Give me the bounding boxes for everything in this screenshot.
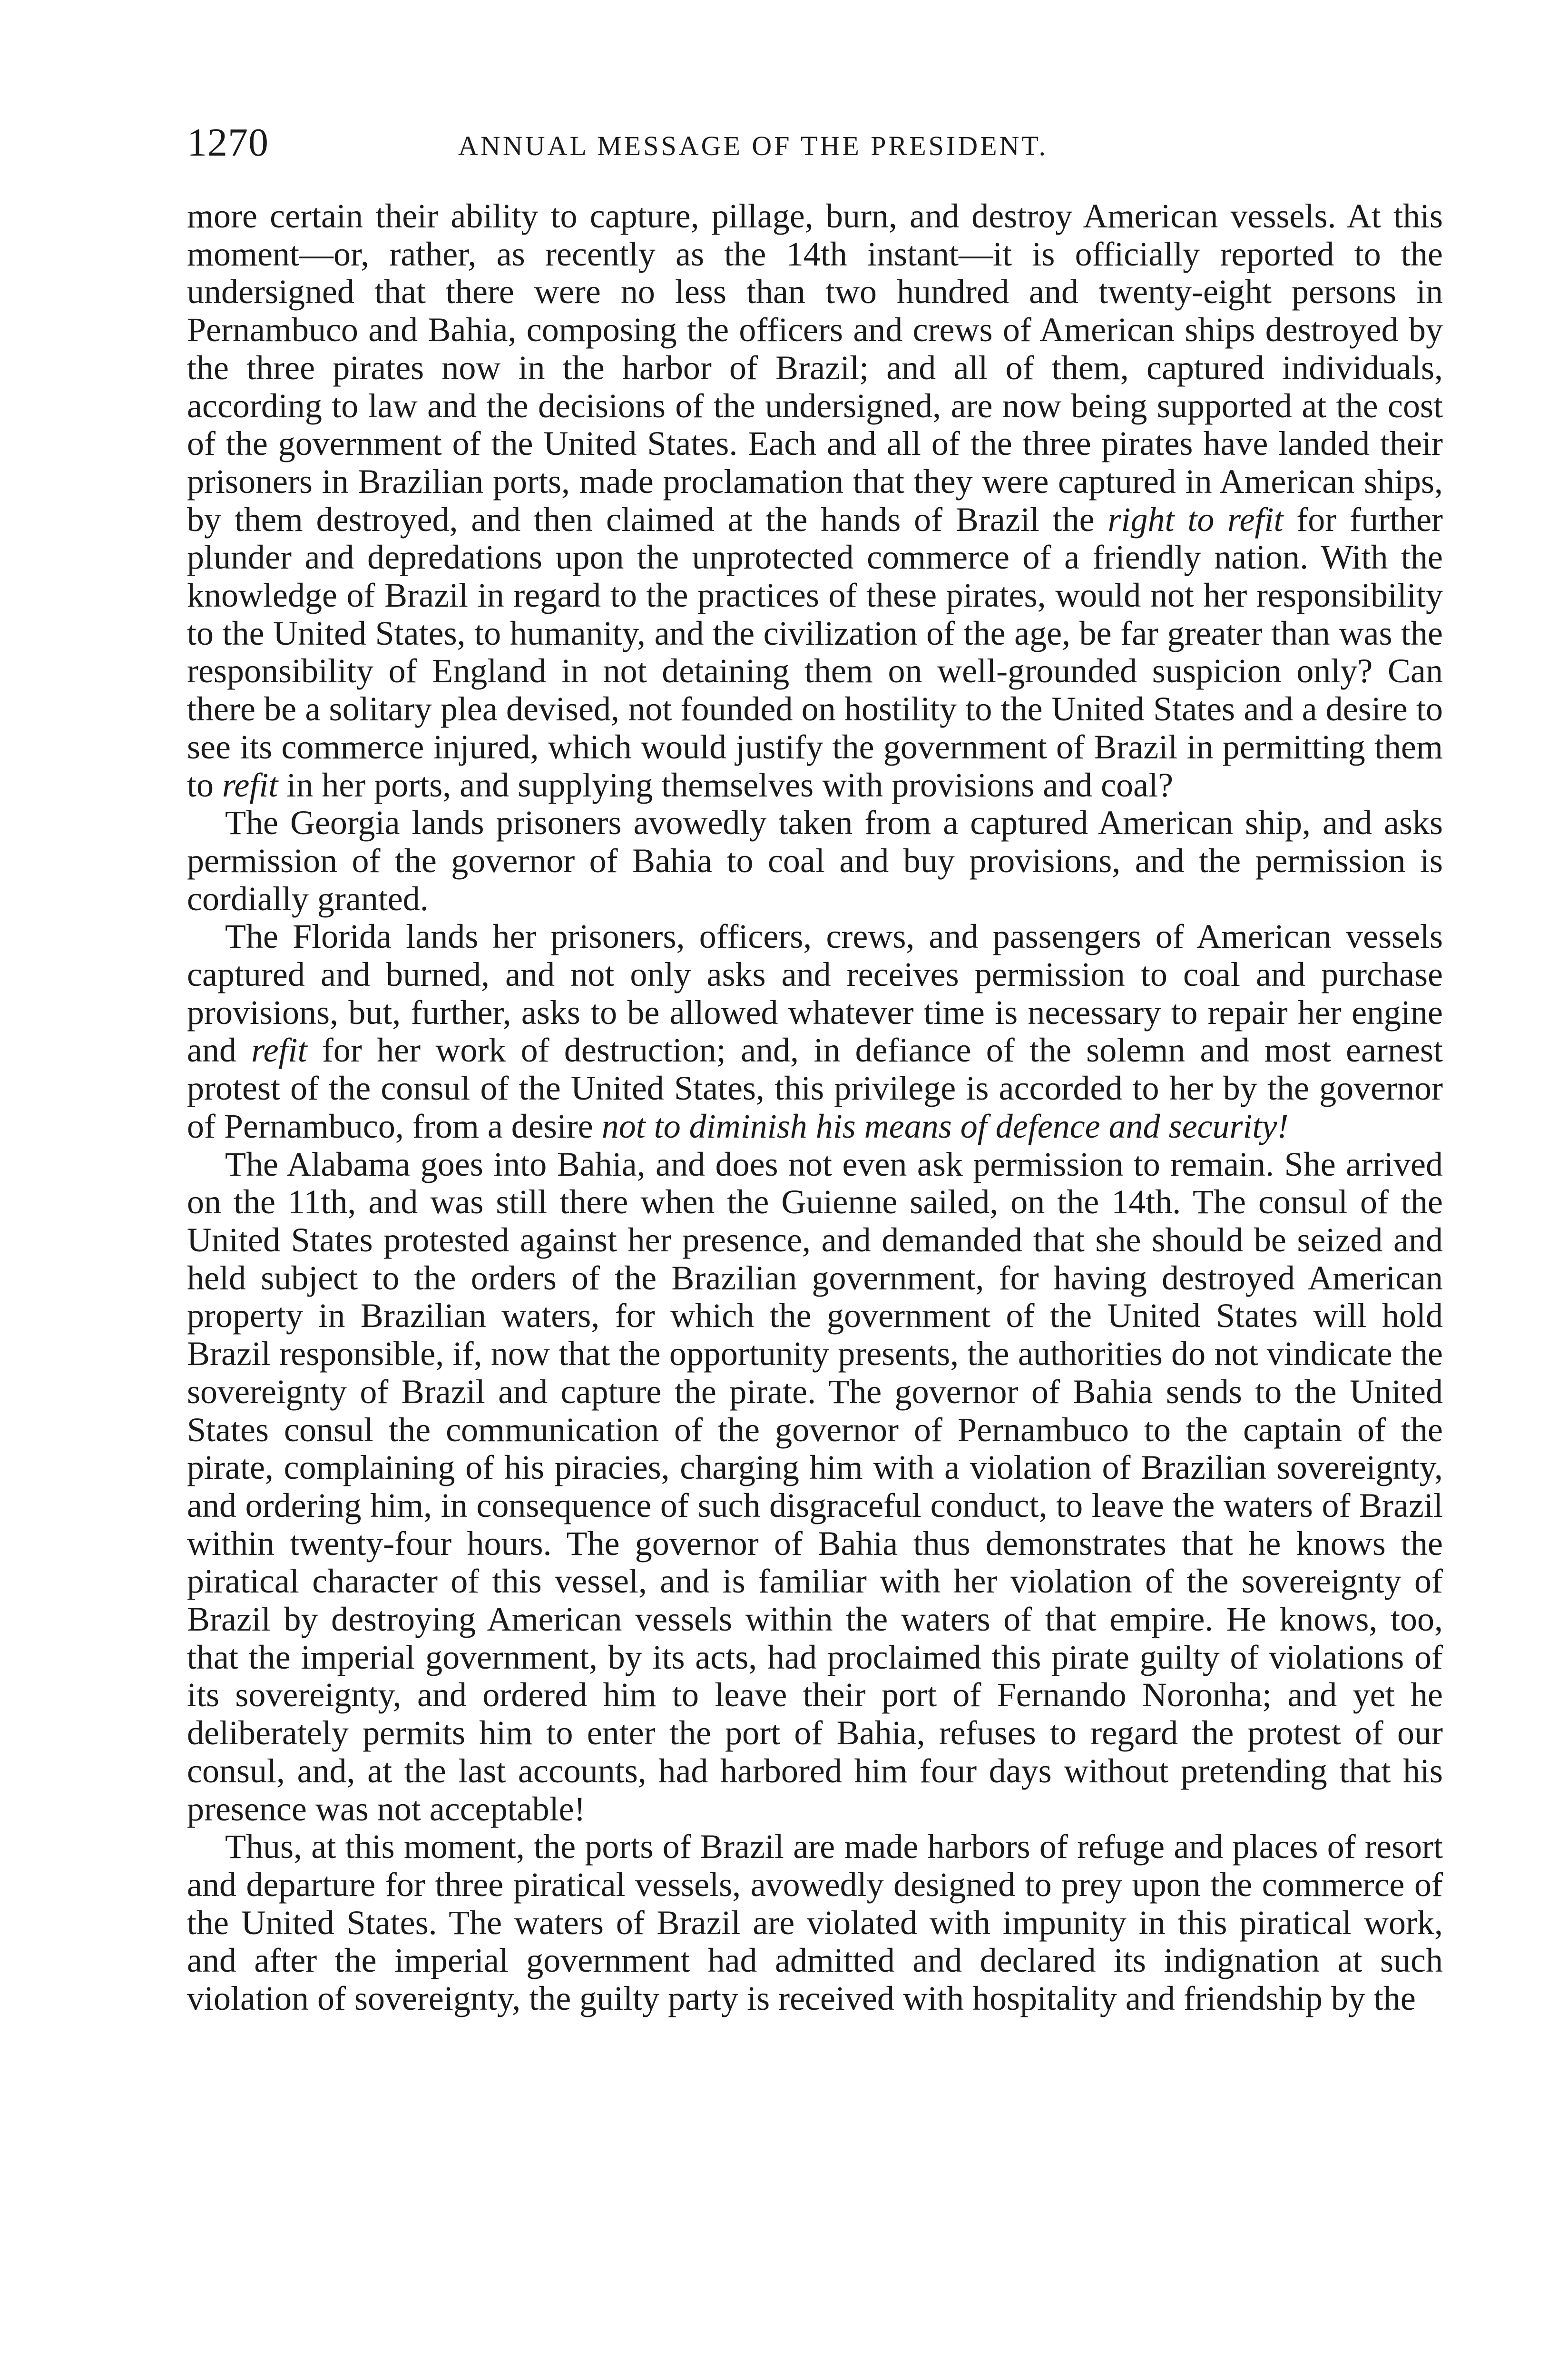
paragraph-5 xyxy=(187,1828,1443,2018)
italic-text: right to refit xyxy=(1107,500,1284,539)
italic-text: refit xyxy=(251,1031,307,1070)
text-run: for further plunder and depredations upon the unprotected commerce of a friendly nation. With the knowledge of Brazil in regard to the practices of these pirates, would not her responsibility to the United States, to humanity, and the civilization of the age, be far greater than was the responsibility of England in not detaining them on well-grounded suspicion only? Can there be a solitary plea devised, not founded on hostility to the United States and a desire to see its commerce injured, which would justify the government of Brazil in permitting them to xyxy=(187,500,1443,804)
text-run: in her ports, and supplying themselves with provisions and coal? xyxy=(278,766,1174,804)
italic-text: refit xyxy=(222,766,278,804)
page-number: 1270 xyxy=(187,120,269,165)
paragraph-4 xyxy=(187,1146,1443,1828)
text-run: Thus, at this moment, the ports of Brazil are made harbors of refuge and places of resort and departure for three piratical vessels, avowedly designed to prey upon the commerce of the United States. The waters of Brazil are violated with impunity in this piratical work, and after the imperial government had admitted and declared its indignation at such violation of sovereignty, the guilty party is received with hospitality and friendship by the xyxy=(187,1828,1443,2018)
text-run: for her work of destruction; and, in defiance of the solemn and most earnest protest of the consul of the United States, this privilege is accorded to her by the governor of Pernambuco, from a desire xyxy=(187,1031,1443,1145)
paragraph-2 xyxy=(187,804,1443,918)
text-run: The Florida lands her prisoners, officers, crews, and passengers of American vessels captured and burned, and not only asks and receives permission to coal and purchase provisions, but, further, asks to be allowed whatever time is necessary to repair her engine and xyxy=(187,917,1443,1070)
page-header xyxy=(187,117,1443,169)
text-run: more certain their ability to capture, pillage, burn, and destroy American vessels. At this moment—or, rather, as recently as the 14th instant—it is officially reported to the undersigned that there were no less than two hundred and twenty-eight persons in Pernambuco and Bahia, composing the officers and crews of American ships destroyed by the three pirates now in the harbor of Brazil; and all of them, captured individuals, according to law and the decisions of the undersigned, are now being supported at the cost of the government of the United States. Each and all of the three pirates have landed their prisoners in Brazilian ports, made proclamation that they were captured in American ships, by them destroyed, and then claimed at the hands of Brazil the xyxy=(187,197,1443,539)
paragraph-3 xyxy=(187,918,1443,1145)
italic-text: not to diminish his means of defence and security! xyxy=(601,1107,1289,1145)
text-run: The Alabama goes into Bahia, and does not even ask permission to remain. She arrived on the 11th, and was still there when the Guienne sailed, on the 14th. The consul of the United States protested against her presence, and demanded that she should be seized and held subject to the orders of the Brazilian government, for having destroyed American property in Brazilian waters, for which the government of the United States will hold Brazil responsible, if, now that the opportunity presents, the authorities do not vindicate the sovereignty of Brazil and capture the pirate. The governor of Bahia sends to the United States consul the communication of the governor of Pernambuco to the captain of the pirate, complaining of his piracies, charging him with a violation of Brazilian sovereignty, and ordering him, in consequence of such disgraceful conduct, to leave the waters of Brazil within twenty-four hours. The governor of Bahia thus demonstrates that he knows the piratical character of this vessel, and is familiar with her violation of the sovereignty of Brazil by destroying American vessels within the waters of that empire. He knows, too, that the imperial government, by its acts, had proclaimed this pirate guilty of violations of its sovereignty, and ordered him to leave their port of Fernando Noronha; and yet he deliberately permits him to enter the port of Bahia, refuses to regard the protest of our consul, and, at the last accounts, had harbored him four days without pretending that his presence was not acceptable! xyxy=(187,1145,1443,1828)
body-text xyxy=(187,197,1443,2018)
running-head: ANNUAL MESSAGE OF THE PRESIDENT. xyxy=(458,130,1049,161)
paragraph-1 xyxy=(187,197,1443,804)
text-run: The Georgia lands prisoners avowedly taken from a captured American ship, and asks permission of the governor of Bahia to coal and buy provisions, and the permission is cordially granted. xyxy=(187,804,1443,918)
